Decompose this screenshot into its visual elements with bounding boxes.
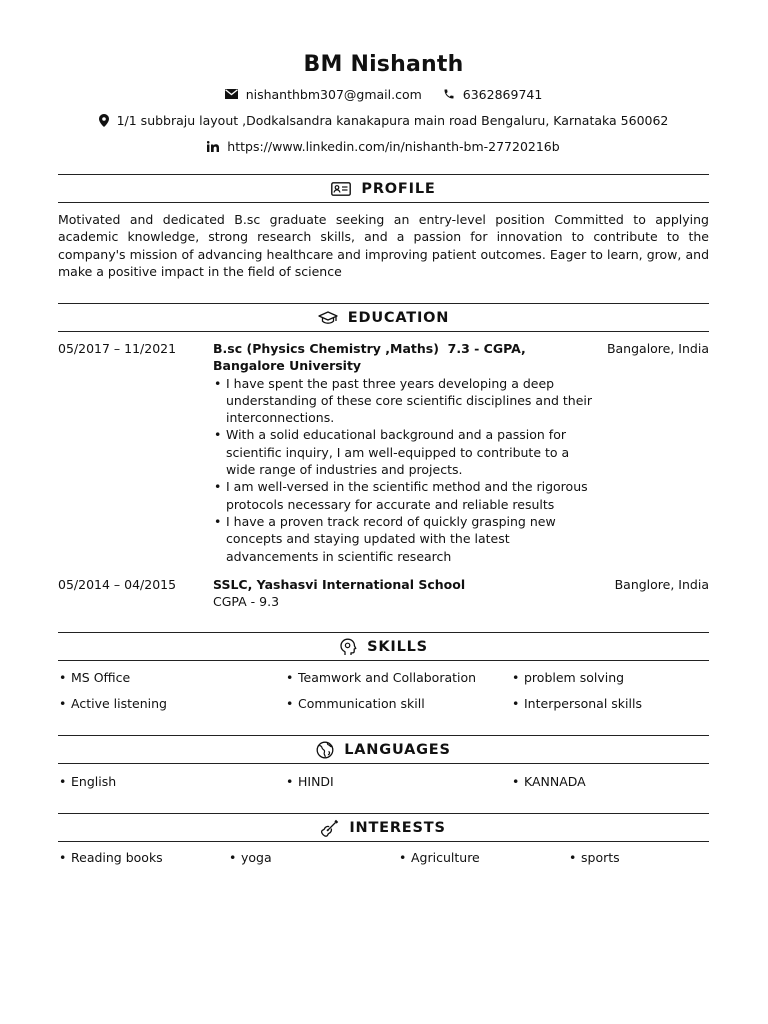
list-item: • problem solving <box>511 670 624 685</box>
globe-icon <box>316 741 334 759</box>
skills-section-header <box>58 632 709 661</box>
skills-section-title: SKILLS <box>367 638 428 655</box>
phone-icon <box>443 88 455 100</box>
education-degree: B.sc (Physics Chemistry ,Maths) 7.3 - CGPA, <box>213 341 526 356</box>
interests-section-title: INTERESTS <box>349 819 446 836</box>
guitar-icon <box>321 819 339 837</box>
languages-section-header <box>58 735 709 764</box>
education-degree: SSLC, Yashasvi International School <box>213 577 466 592</box>
linkedin-icon <box>207 141 219 152</box>
list-item: • Teamwork and Collaboration <box>285 670 476 685</box>
education-institution: Bangalore University <box>213 358 362 374</box>
contact-line-2 <box>58 111 709 129</box>
envelope-icon <box>225 89 238 99</box>
location-pin-icon <box>99 114 109 127</box>
list-item: • With a solid educational background and a passion for scientific inquiry, I am well-equipped to contribute to a wide range of industries and projects. <box>213 426 598 478</box>
phone-text: 6362869741 <box>462 86 543 102</box>
linkedin-text: https://www.linkedin.com/in/nishanth-bm-27720216b <box>227 138 560 154</box>
list-item: • I am well-versed in the scientific method and the rigorous protocols necessary for accurate and reliable results <box>213 478 598 513</box>
languages-section-title: LANGUAGES <box>344 741 451 758</box>
education-grade: CGPA - 9.3 <box>213 594 280 610</box>
resume-page <box>58 0 709 1024</box>
candidate-name: BM Nishanth <box>303 52 464 77</box>
list-item: • sports <box>568 850 620 865</box>
graduation-cap-icon <box>318 311 338 325</box>
list-item: • Interpersonal skills <box>511 696 642 711</box>
list-item: • yoga <box>228 850 272 865</box>
list-item: • Communication skill <box>285 696 425 711</box>
profile-section-title: PROFILE <box>361 180 436 197</box>
list-item: • Reading books <box>58 850 163 865</box>
list-item: • KANNADA <box>511 774 586 789</box>
education-details <box>213 576 598 611</box>
profile-summary: Motivated and dedicated B.sc graduate seeking an entry-level position Committed to applying academic knowledge, strong research skills, and a passion for innovation to contribute to the company's mission of advancing healthcare and improving patient outcomes. Eager to learn, grow, and make a positive impact in the field of science <box>58 212 709 279</box>
phone-contact[interactable] <box>443 87 543 102</box>
list-item: • I have a proven track record of quickly grasping new concepts and staying updated with the latest advancements in scientific research <box>213 513 598 565</box>
id-card-icon <box>331 182 351 196</box>
address-text: 1/1 subbraju layout ,Dodkalsandra kanakapura main road Bengaluru, Karnataka 560062 <box>116 112 669 128</box>
contact-line-1 <box>58 85 709 103</box>
profile-section-header <box>58 174 709 203</box>
list-item: • HINDI <box>285 774 334 789</box>
head-gear-icon <box>339 638 357 656</box>
education-section-title: EDUCATION <box>347 309 450 326</box>
education-location: Banglore, India <box>614 577 709 592</box>
list-item: • I have spent the past three years developing a deep understanding of these core scientific disciplines and their interconnections. <box>213 375 598 427</box>
education-details <box>213 340 598 565</box>
address-contact <box>99 113 669 128</box>
list-item: • Active listening <box>58 696 167 711</box>
email-contact[interactable] <box>225 87 422 102</box>
education-dates: 05/2017 – 11/2021 <box>58 341 177 356</box>
education-section-header <box>58 303 709 332</box>
interests-section-header <box>58 813 709 842</box>
education-location: Bangalore, India <box>606 341 709 356</box>
list-item: • Agriculture <box>398 850 480 865</box>
list-item: • MS Office <box>58 670 130 685</box>
list-item: • English <box>58 774 116 789</box>
education-dates: 05/2014 – 04/2015 <box>58 577 177 592</box>
email-text: nishanthbm307@gmail.com <box>245 86 422 102</box>
contact-line-3 <box>58 137 709 155</box>
linkedin-contact[interactable] <box>207 139 559 154</box>
education-bullets <box>213 375 598 565</box>
